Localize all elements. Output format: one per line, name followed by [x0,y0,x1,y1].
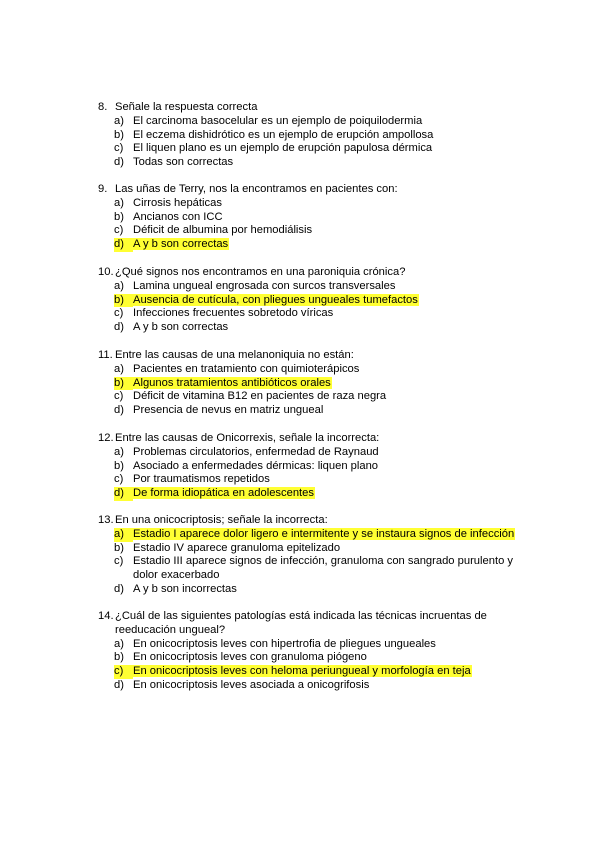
option-b [98,460,518,474]
option-text: Déficit de vitamina B12 en pacientes de raza negra [133,390,387,403]
option-c [98,224,518,238]
option-text: Todas son correctas [133,156,234,169]
options-list [98,638,518,693]
option-d [98,679,518,693]
question-number: 8. [98,101,108,113]
option-c [98,390,518,404]
option-letter: c) [114,473,124,486]
question-stem [98,432,518,446]
option-d [98,321,518,335]
question-stem [98,183,518,197]
option-letter: c) [114,224,124,237]
option-text: El liquen plano es un ejemplo de erupción papulosa dérmica [133,142,433,155]
options-list [98,197,518,252]
option-letter: a) [114,637,124,650]
question-11 [98,349,518,418]
question-text: ¿Qué signos nos encontramos en una paroniquia crónica? [115,266,406,278]
option-a [98,115,518,129]
question-text: ¿Cuál de las siguientes patologías está indicada las técnicas incruentas de reeducación ungueal? [115,610,487,636]
question-stem [98,514,518,528]
option-text: Por traumatismos repetidos [133,473,270,486]
options-list [98,115,518,170]
option-text: Estadio IV aparece granuloma epitelizado [133,541,341,554]
option-letter: b) [114,377,133,391]
option-b [98,651,518,665]
question-8 [98,101,518,170]
option-text: Cirrosis hepáticas [133,196,222,209]
option-letter: b) [114,128,124,141]
option-d-highlighted [98,487,518,501]
option-letter: c) [114,665,133,679]
option-letter: a) [114,362,124,375]
question-text: Entre las causas de Onicorrexis, señale la incorrecta: [115,432,380,444]
option-letter: d) [114,156,124,169]
option-a [98,638,518,652]
option-text: Estadio III aparece signos de infección, granuloma con sangrado purulento y dolor exacerbado [133,555,513,582]
option-a [98,197,518,211]
question-text: Las uñas de Terry, nos la encontramos en pacientes con: [115,183,398,195]
question-stem [98,266,518,280]
option-letter: b) [114,541,124,554]
option-text: El eczema dishidrótico es un ejemplo de erupción ampollosa [133,128,434,141]
option-letter: c) [114,142,124,155]
option-letter: d) [114,582,124,595]
option-letter: b) [114,210,124,223]
option-letter: d) [114,487,133,501]
option-d [98,156,518,170]
option-a [98,280,518,294]
option-b-highlighted [98,294,518,308]
option-text: Problemas circulatorios, enfermedad de Raynaud [133,445,379,458]
option-text: A y b son incorrectas [133,582,237,595]
option-letter: c) [114,390,124,403]
option-d-highlighted [98,238,518,252]
option-letter: d) [114,238,133,252]
question-number: 14. [98,610,114,622]
option-letter: c) [114,555,124,568]
question-10 [98,266,518,335]
option-text: Algunos tratamientos antibióticos orales [133,376,331,389]
question-number: 13. [98,514,114,526]
option-letter: b) [114,459,124,472]
options-list [98,528,518,597]
options-list [98,280,518,335]
option-letter: a) [114,279,124,292]
option-a-highlighted [98,528,518,542]
option-letter: a) [114,528,133,542]
option-a [98,363,518,377]
option-c-highlighted [98,665,518,679]
question-number: 12. [98,432,114,444]
option-letter: d) [114,321,124,334]
question-text: Entre las causas de una melanoniquia no están: [115,349,354,361]
option-letter: a) [114,196,124,209]
option-a [98,446,518,460]
option-text: En onicocriptosis leves asociada a onicogrifosis [133,678,370,691]
question-stem [98,349,518,363]
option-b [98,211,518,225]
option-text: Ausencia de cutícula, con pliegues ungueales tumefactos [133,293,418,306]
question-text: En una onicocriptosis; señale la incorrecta: [115,514,328,526]
option-text: En onicocriptosis leves con granuloma piógeno [133,651,367,664]
option-letter: d) [114,404,124,417]
option-b [98,542,518,556]
option-b [98,129,518,143]
option-b-highlighted [98,377,518,391]
question-stem [98,101,518,115]
option-text: En onicocriptosis leves con hipertrofia de pliegues ungueales [133,637,436,650]
option-text: Lamina ungueal engrosada con surcos transversales [133,279,396,292]
option-text: Infecciones frecuentes sobretodo víricas [133,307,334,320]
option-text: A y b son correctas [133,321,229,334]
option-text: De forma idiopática en adolescentes [133,487,314,500]
option-c [98,555,518,583]
option-c [98,142,518,156]
option-text: Asociado a enfermedades dérmicas: liquen plano [133,459,379,472]
option-text: Déficit de albumina por hemodiálisis [133,224,313,237]
question-number: 10. [98,266,114,278]
option-c [98,473,518,487]
question-stem [98,610,518,638]
question-number: 11. [98,349,113,361]
option-text: En onicocriptosis leves con heloma periungueal y morfología en teja [133,665,471,678]
option-text: Presencia de nevus en matriz ungueal [133,404,324,417]
option-letter: b) [114,294,133,308]
option-letter: d) [114,678,124,691]
option-text: A y b son correctas [133,238,229,251]
question-text: Señale la respuesta correcta [115,101,258,113]
options-list [98,446,518,501]
option-text: Pacientes en tratamiento con quimioterápicos [133,362,360,375]
option-text: Estadio I aparece dolor ligero e intermitente y se instaura signos de infección [133,527,515,540]
question-number: 9. [98,183,108,195]
option-text: El carcinoma basocelular es un ejemplo de poiquilodermia [133,114,423,127]
question-13 [98,514,518,597]
option-letter: b) [114,651,124,664]
option-d [98,404,518,418]
question-9 [98,183,518,252]
option-letter: a) [114,114,124,127]
option-text: Ancianos con ICC [133,210,223,223]
option-letter: a) [114,445,124,458]
question-12 [98,432,518,501]
options-list [98,363,518,418]
option-d [98,583,518,597]
question-14 [98,610,518,693]
option-letter: c) [114,307,124,320]
option-c [98,307,518,321]
